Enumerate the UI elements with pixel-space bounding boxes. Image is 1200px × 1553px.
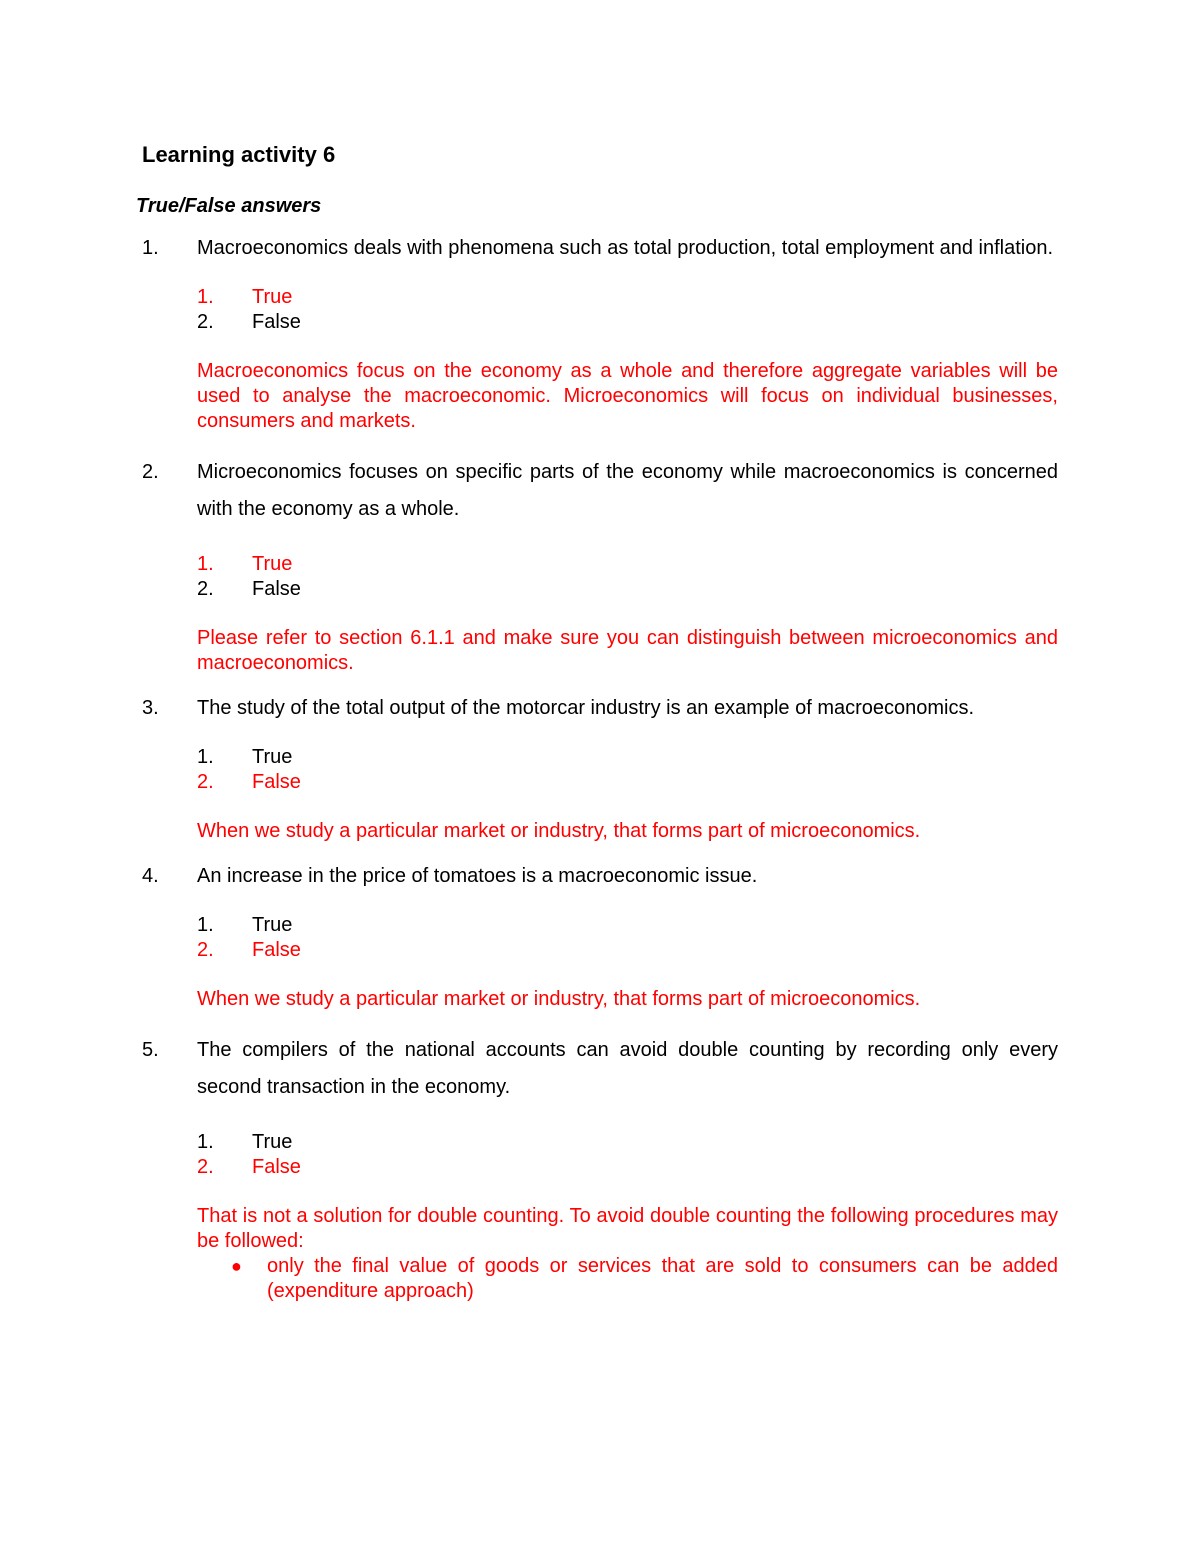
procedure-list (197, 1254, 1058, 1304)
questions-list (142, 236, 1058, 1304)
option-number: 2. (197, 771, 214, 793)
answer-options (142, 913, 1058, 963)
option-false (197, 938, 1058, 963)
option-label: False (252, 578, 301, 600)
option-number: 2. (197, 1156, 214, 1178)
option-true (197, 1130, 1058, 1155)
question-text: The compilers of the national accounts can avoid double counting by recording only every second transaction in the economy. (197, 1039, 1058, 1098)
question-text: Macroeconomics deals with phenomena such as total production, total employment and inflation. (197, 237, 1054, 259)
option-true (197, 913, 1058, 938)
option-label: False (252, 311, 301, 333)
question-2 (142, 454, 1058, 676)
option-number: 2. (197, 578, 214, 600)
bullet-icon: ● (231, 1256, 242, 1276)
option-number: 1. (197, 1131, 214, 1153)
question-row (142, 454, 1058, 528)
question-5 (142, 1032, 1058, 1304)
option-number: 2. (197, 939, 214, 961)
option-label: False (252, 939, 301, 961)
option-number: 1. (197, 914, 214, 936)
answer-explanation: When we study a particular market or industry, that forms part of microeconomics. (197, 820, 921, 842)
question-row (142, 696, 1058, 721)
list-item-text: only the final value of goods or services that are sold to consumers can be added (expenditure approach) (267, 1255, 1058, 1302)
option-label: False (252, 771, 301, 793)
question-text: An increase in the price of tomatoes is a macroeconomic issue. (197, 865, 758, 887)
answer-explanation: Macroeconomics focus on the economy as a whole and therefore aggregate variables will be used to analyse the macroeconomic. Microeconomics will focus on individual businesses, consumers and markets. (197, 360, 1058, 432)
option-false (197, 577, 1058, 602)
question-3 (142, 696, 1058, 844)
option-label: True (252, 286, 293, 308)
question-row (142, 864, 1058, 889)
option-true (197, 745, 1058, 770)
list-item (197, 1254, 1058, 1304)
option-number: 2. (197, 311, 214, 333)
answer-explanation: That is not a solution for double counting. To avoid double counting the following procedures may be followed: (197, 1205, 1058, 1252)
answer-options (142, 285, 1058, 335)
question-number: 5. (142, 1039, 159, 1061)
option-number: 1. (197, 553, 214, 575)
question-number: 1. (142, 237, 159, 259)
question-text: The study of the total output of the motorcar industry is an example of macroeconomics. (197, 697, 975, 719)
question-row (142, 1032, 1058, 1106)
answer-options (142, 552, 1058, 602)
question-4 (142, 864, 1058, 1012)
answer-explanation: Please refer to section 6.1.1 and make sure you can distinguish between microeconomics and macroeconomics. (197, 627, 1058, 674)
page-title: Learning activity 6 (142, 142, 336, 167)
option-label: True (252, 553, 293, 575)
option-label: True (252, 1131, 293, 1153)
question-1 (142, 236, 1058, 434)
option-label: True (252, 914, 293, 936)
question-text: Microeconomics focuses on specific parts of the economy while macroeconomics is concerned with the economy as a whole. (197, 461, 1058, 520)
question-number: 4. (142, 865, 159, 887)
option-false (197, 1155, 1058, 1180)
option-label: False (252, 1156, 301, 1178)
option-number: 1. (197, 746, 214, 768)
answer-options (142, 1130, 1058, 1180)
option-true (197, 552, 1058, 577)
option-true (197, 285, 1058, 310)
question-number: 2. (142, 461, 159, 483)
question-row (142, 236, 1058, 261)
question-number: 3. (142, 697, 159, 719)
answer-options (142, 745, 1058, 795)
answer-explanation: When we study a particular market or industry, that forms part of microeconomics. (197, 988, 921, 1010)
option-false (197, 310, 1058, 335)
option-number: 1. (197, 286, 214, 308)
option-false (197, 770, 1058, 795)
section-subtitle: True/False answers (136, 195, 322, 217)
option-label: True (252, 746, 293, 768)
